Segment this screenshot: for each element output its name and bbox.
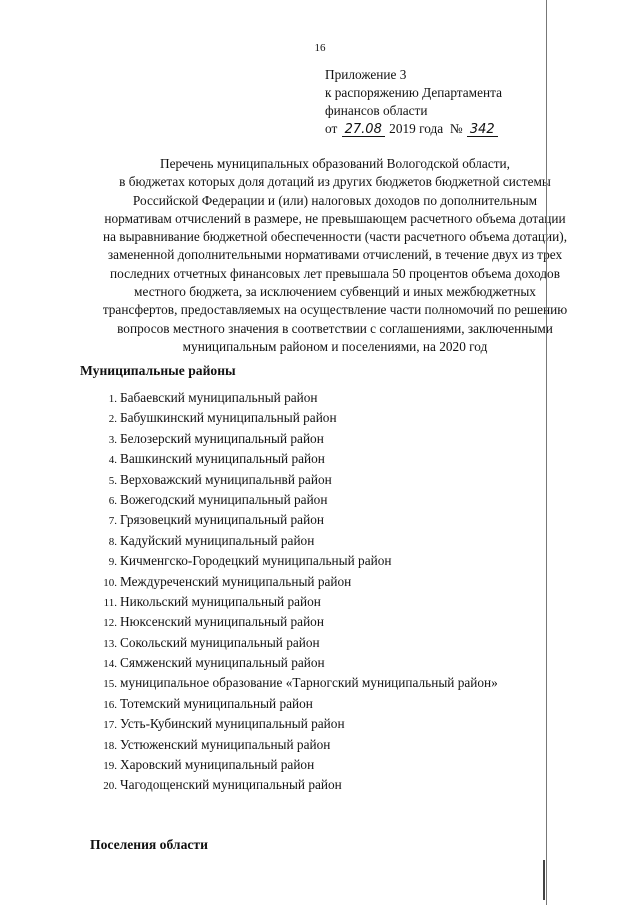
title-line: Российской Федерации и (или) налоговых доходов по дополнительным <box>132 192 538 208</box>
list-item-name: Белозерский муниципальный район <box>120 430 324 446</box>
list-item-name: Сокольский муниципальный район <box>120 634 320 650</box>
date-prefix: от <box>325 121 338 136</box>
appendix-header <box>325 66 502 138</box>
list-item <box>95 408 498 428</box>
list-item <box>95 755 498 775</box>
settlements-heading: Поселения области <box>90 837 208 852</box>
appendix-order-line: к распоряжению Департамента <box>325 85 502 100</box>
list-item <box>95 551 498 571</box>
scan-edge-line <box>546 0 547 905</box>
list-item-number: 1. <box>108 393 117 405</box>
list-item <box>95 735 498 755</box>
list-item-number: 10. <box>103 576 117 589</box>
list-item-name: Чагодощенский муниципальный район <box>120 777 342 793</box>
page-number: 16 <box>314 42 326 54</box>
list-item-number: 4. <box>108 454 117 467</box>
list-item <box>95 592 498 612</box>
list-item <box>95 633 498 653</box>
list-item-number: 7. <box>108 515 117 528</box>
list-item-name: Бабаевский муниципальный район <box>120 390 318 405</box>
appendix-date-line <box>325 120 502 138</box>
list-item-number: 8. <box>108 535 117 548</box>
list-item-number: 3. <box>108 433 117 446</box>
list-item <box>95 714 498 734</box>
list-item-name: Усть-Кубинский муниципальный район <box>120 716 345 732</box>
list-item <box>95 470 498 490</box>
list-item-number: 15. <box>103 678 117 691</box>
list-item-name: Харовский муниципальный район <box>120 757 315 773</box>
list-item-number: 12. <box>103 617 117 630</box>
handwritten-date: 27.08 <box>342 123 385 137</box>
list-item-name: Устюженский муниципальный район <box>120 736 331 752</box>
title-line: муниципальным районом и поселениями, на 2020 год <box>182 338 488 354</box>
appendix-department-line: финансов области <box>325 103 428 118</box>
list-item <box>95 490 498 510</box>
list-item-name: Вашкинский муниципальный район <box>120 451 325 467</box>
title-line: вопросов местного значения в соответствии с соглашениями, заключенными <box>117 320 553 336</box>
districts-heading: Муниципальные районы <box>80 363 236 378</box>
handwritten-number: 342 <box>467 123 498 137</box>
list-item-name: Верховажский муниципальнвй район <box>120 471 332 487</box>
list-item-number: 6. <box>108 494 117 507</box>
list-item-name: Грязовецкий муниципальный район <box>120 512 324 528</box>
title-line: трансфертов, предоставляемых на осуществление части полномочий по решению <box>102 302 568 318</box>
list-item <box>95 612 498 632</box>
scan-edge-mark <box>543 860 545 900</box>
list-item-number: 2. <box>108 413 117 426</box>
list-item-number: 13. <box>103 637 117 650</box>
list-item-name: Нюксенский муниципальный район <box>120 614 324 630</box>
list-item-number: 18. <box>103 739 117 752</box>
date-year: 2019 года <box>389 121 444 136</box>
title-line: замененной дополнительными нормативами отчислений, в течение двух из трех <box>107 247 563 263</box>
title-line: местного бюджета, за исключением субвенций и иных межбюджетных <box>134 284 536 300</box>
list-item <box>95 694 498 714</box>
appendix-title: Приложение 3 <box>325 67 407 82</box>
list-item-name: Кичменгско-Городецкий муниципальный район <box>120 553 392 569</box>
list-item <box>95 572 498 592</box>
list-item <box>95 388 498 408</box>
list-item <box>95 449 498 469</box>
list-item-number: 11. <box>103 596 117 609</box>
title-line: последних отчетных финансовых лет превышала 50 процентов объема доходов <box>110 265 560 281</box>
title-line: Перечень муниципальных образований Вологодской области, <box>160 156 510 171</box>
list-item-name: Бабушкинский муниципальный район <box>120 410 337 426</box>
list-item-number: 19. <box>103 760 117 773</box>
list-item-number: 14. <box>103 658 117 671</box>
title-line: в бюджетах которых доля дотаций из других бюджетов бюджетной системы <box>119 174 551 190</box>
list-item <box>95 653 498 673</box>
list-item-number: 17. <box>103 719 117 732</box>
list-item-number: 9. <box>108 556 117 569</box>
list-item <box>95 673 498 693</box>
title-line: нормативам отчислений в размере, не превышающем расчетного объема дотации <box>104 210 566 226</box>
list-item-name: Кадуйский муниципальный район <box>120 532 315 548</box>
number-sign: № <box>449 121 463 136</box>
list-item-name: Вожегодский муниципальный район <box>120 491 328 507</box>
list-item-name: Сямженский муниципальный район <box>120 655 325 671</box>
districts-list <box>95 388 498 796</box>
list-item <box>95 531 498 551</box>
list-item-name: Никольский муниципальный район <box>120 593 321 609</box>
list-item-number: 16. <box>103 698 117 711</box>
list-item <box>95 429 498 449</box>
list-item <box>95 510 498 530</box>
list-item-name: муниципальное образование «Тарногский муниципальный район» <box>120 675 498 691</box>
list-item-number: 5. <box>108 474 117 487</box>
list-item-name: Междуреченский муниципальный район <box>120 573 352 589</box>
document-title <box>70 155 600 356</box>
list-item-number: 20. <box>103 780 117 793</box>
list-item <box>95 775 498 795</box>
title-line: на выравнивание бюджетной обеспеченности (части расчетного объема дотации), <box>102 229 568 245</box>
list-item-name: Тотемский муниципальный район <box>120 695 313 711</box>
